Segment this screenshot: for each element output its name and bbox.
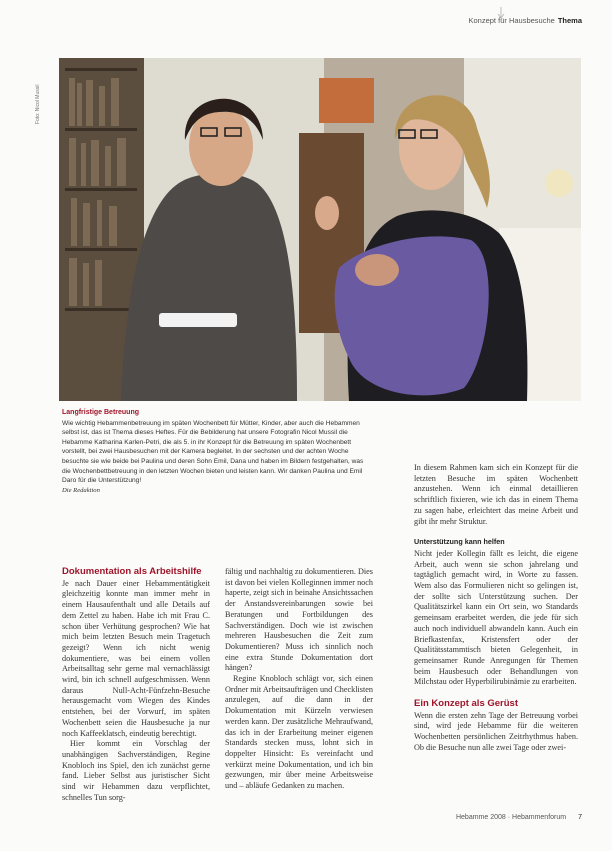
heading-unterstuetzung: Unterstützung kann helfen [414, 537, 505, 547]
caption-title: Langfristige Betreuung [62, 409, 140, 416]
paragraph: In diesem Rahmen kam sich ein Konzept für die letzten Besuche im späten Wochenbett anzustehen. Wenn ich einmal detaillieren schriftlich fixieren, wie ich das in einem Thema zu sagen habe, erleichtert das meine Arbeit und gibt ihr mehr Struktur. [414, 463, 578, 526]
article-column-3 [414, 463, 578, 754]
caption-text: Wie wichtig Hebammenbetreuung im späten Wochenbett für Mütter, Kinder, aber auch die Hebammen selbst ist, das ist Thema dieses Heftes. Für die Bebilderung hat unsere Fotografin Nicol Mussil die Hebamme Katharina Karlen-Petri, die als 5. in ihr Konzept für die Betreuung im späten Wochenbett vorstellt, bei zwei Hausbesuchen mit der Kamera begleitet. In der sechsten und der achten Woche besuchte sie wie beide bei Paulina und deren Sohn Emil, Dana und haben im Bildern festgehalten, was die Wochenbettbetreuung in den letzten Wochen bieten und leisten kann. Wir danken Paulina und Emil Daro für die Unterstützung! [62, 419, 364, 485]
heading-konzept: Ein Konzept als Gerüst [414, 698, 518, 710]
footer-journal: Hebamme 2008 · Hebammenforum [455, 814, 567, 821]
page-footer [456, 814, 582, 821]
feature-photo [59, 58, 581, 401]
page-number: 7 [578, 814, 582, 821]
header-section: Thema [557, 16, 582, 25]
paragraph: Regine Knobloch schlägt vor, sich einen Ordner mit Arbeitsaufträgen und Checklisten anzulegen, auf die dann in der Dokumentation mit Kürzeln verwiesen werden kann. Der zusätzliche Mehraufwand, das ich in der Erarbeitung meiner eigenen Standards stecken muss, lohnt sich in doppelter Hinsicht: Es vereinfacht und verkürzt meine Dokumentation, und ich bin gezwungen, mir über meine Arbeitsweise und – abläufe Gedanken zu machen. [225, 674, 373, 791]
paragraph: Nicht jeder Kollegin fällt es leicht, die eigene Arbeit, auch wenn sie schon jahrelang und tagtäglich gemacht wird, in Worte zu fassen. Wem also das Formulieren nicht so gelingen ist, der sollte sich Unterstützung suchen. Der Qualitätszirkel kann ein Ort sein, wo Standards gemeinsam erarbeitet werden, die jede für sich auch noch individuell abwandeln kann. Auch ein Briefkastenfax, Kristensfert oder der Qualitätsstammtisch bieten Gelegenheit, in gemeinsamer Runde Anregungen für Themen beim Hausbesuch oder Behandlungen von Milchstau oder Hyperbilirubinämie zu erarbeiten. [414, 548, 578, 687]
header-topic: Konzept für Hausbesuche [468, 16, 555, 25]
caption-author: Die Redaktion [62, 486, 100, 494]
paragraph: Hier kommt ein Vorschlag der unabhängigen Sachverständigen, Regine Knobloch ins Spiel, den ich zunächst gerne fand. Lieber Selbst aus juristischer Sicht sind wir Hebammen dazu verpflichtet, schnelles Tun sorg- [62, 739, 210, 802]
paragraph: Wenn die ersten zehn Tage der Betreuung vorbei sind, wird jede Hebamme für die weiteren Wochenbetten persönlichen Zeitrhythmus haben. Ob die Besuche nun alle zwei Tage oder zwei- [414, 710, 578, 752]
article-column-1 [62, 567, 210, 803]
photo-caption [62, 408, 367, 495]
heading-dokumentation: Dokumentation als Arbeitshilfe [62, 566, 202, 577]
paragraph: fältig und nachhaltig zu dokumentieren. Dies ist davon bei vielen Kolleginnen immer noch haperte, zeigt sich in beinahe Ansichtssachen der Anstandsvereinbarungen sowie bei Beratungen und Fortbildungen des Sachverständigen. Doch wie ist zwischen mehreren Hausbesuchen die Zeit zum Dokumentieren? Muss ich sinnlich noch eine extra Stunde Dokumentation dort hängen? [225, 567, 373, 673]
paragraph: Je nach Dauer einer Hebammentätigkeit gleichzeitig konnte man immer mehr in einem Hausaufenthalt und alle Details auf dem Zettel zu haben. Habe ich mit Frau C. schon über Verhütung gesprochen? Wie hat mich beim letzten Besuch mein Tragetuch gezeigt? Wenn ich nicht wenig dokumentiere, was bei einem vollen Arbeitsalltag sehr gerne mal vernachlässigt wird, bin ich schnell aufgeschmissen. Wenn daraus Null-Acht-Fünfzehn-Besuche herausgemacht vom Wiegen des Kindes entstehen, bei der Vorwurf, im späten Wochenbett seien die Hausbesuche ja nur noch Kaffeeklatsch, eindeutig berechtigt. [62, 578, 210, 738]
photo-credit: Foto: Nicol Mussil [35, 84, 41, 124]
article-column-2 [225, 567, 373, 792]
running-header [469, 16, 583, 25]
